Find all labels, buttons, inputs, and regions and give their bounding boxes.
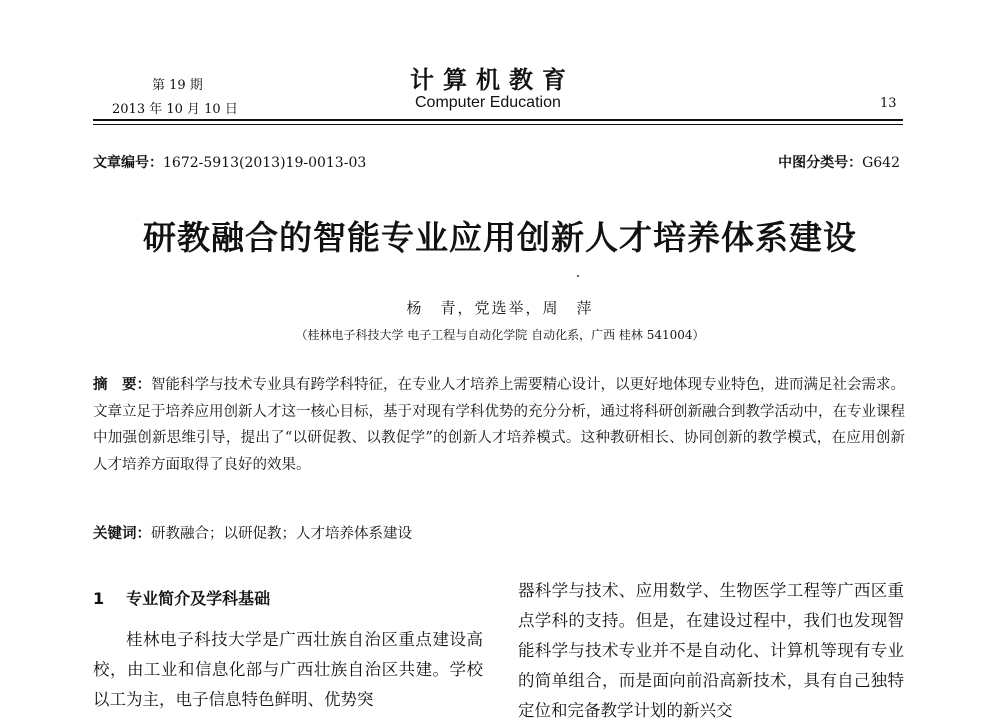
journal-title-cn: 计算机教育 [410, 66, 575, 94]
article-number-label: 文章编号： [93, 155, 163, 171]
body-column-right: 器科学与技术、应用数学、生物医学工程等广西区重点学科的支持。但是，在建设过程中，我们也发现智能科学与技术专业并不是自动化、计算机等现有专业的简单组合，而是面向前沿高新技术，具有自己独特定位和完备教学计划的新兴交 [518, 581, 904, 720]
keywords [93, 522, 412, 543]
header-rule-thin [93, 124, 903, 125]
authors: 杨 青，党选举，周 萍 [406, 299, 594, 317]
classification-number [778, 152, 900, 172]
article-number-value: 1672-5913(2013)19-0013-03 [163, 155, 367, 171]
abstract-label: 摘 要： [93, 377, 151, 393]
page-number: 13 [880, 96, 897, 111]
classification-label: 中图分类号： [778, 155, 863, 171]
journal-title-en: Computer Education [415, 94, 561, 111]
body-column-left: 桂林电子科技大学是广西壮族自治区重点建设高校，由工业和信息化部与广西壮族自治区共建。学校以工为主，电子信息特色鲜明、优势突 [93, 630, 483, 709]
issue-number: 第 19 期 [152, 78, 203, 93]
abstract [93, 372, 905, 478]
affiliation: （桂林电子科技大学 电子工程与自动化学院 自动化系，广西 桂林 541004） [295, 328, 705, 342]
article-number [93, 152, 366, 172]
scan-speck [577, 275, 579, 277]
section-heading [93, 586, 270, 609]
keywords-text: 研教融合；以研促教；人才培养体系建设 [151, 526, 412, 542]
classification-value: G642 [862, 155, 900, 171]
keywords-label: 关键词： [93, 526, 151, 542]
abstract-text: 智能科学与技术专业具有跨学科特征，在专业人才培养上需要精心设计，以更好地体现专业特色，进而满足社会需求。文章立足于培养应用创新人才这一核心目标，基于对现有学科优势的充分分析，通过将科研创新融合到教学活动中，在专业课程中加强创新思维引导，提出了“以研促教、以教促学”的创新人才培养模式。这种教研相长、协同创新的教学模式，在应用创新人才培养方面取得了良好的效果。 [93, 377, 905, 473]
header-rule-thick [93, 119, 903, 121]
issue-date: 2013 年 10 月 10 日 [112, 102, 238, 117]
section-number: 1 [93, 589, 105, 608]
paper-title: 研教融合的智能专业应用创新人才培养体系建设 [143, 218, 857, 257]
section-title: 专业简介及学科基础 [126, 589, 271, 608]
